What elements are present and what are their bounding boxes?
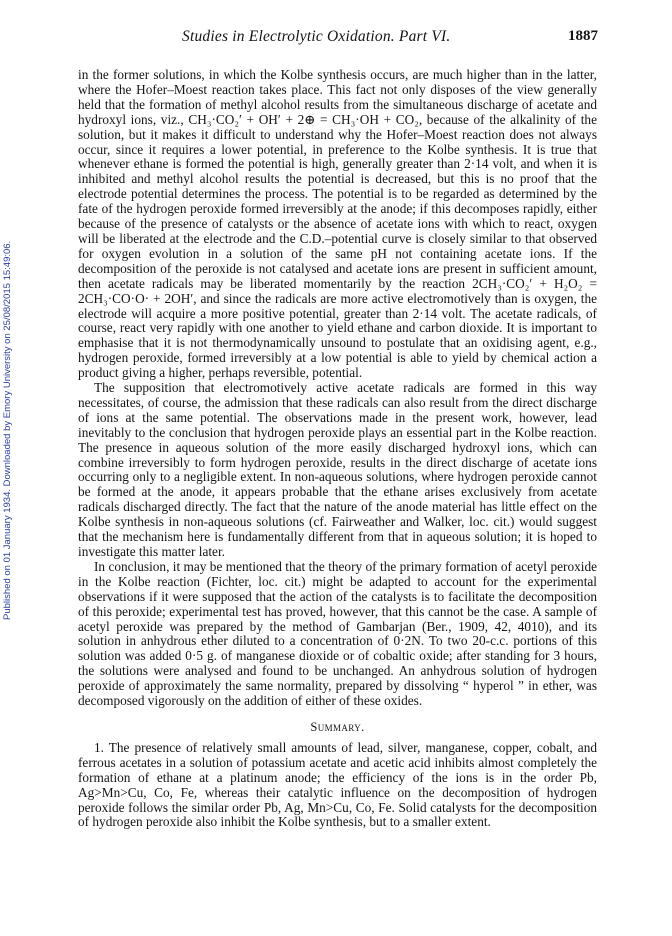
- publication-side-note: [2, 120, 16, 620]
- paragraph-continuation: in the former solutions, in which the Kolbe synthesis occurs, are much higher than in the latter, where the Hofer–Moest reaction takes place. This fact not only disposes of the view generally held that the formation of methyl alcohol results from the simultaneous discharge of acetate and hydroxyl ions, viz., CH₃·CO₂′ + OH′ + 2⊕ = CH₃·OH + CO₂, because of the alkalinity of the solution, but it makes it difficult to understand why the Hofer–Moest reaction does not always occur, since it requires a lower potential, in preference to the Kolbe synthesis. It is true that whenever ethane is formed the potential is high, generally greater than 2·14 volt, and when it is inhibited and methyl alcohol results the potential is decreased, but this is no proof that the electrode potential determines the process. The potential is to be regarded as determined by the fate of the hydrogen peroxide formed irreversibly at the anode; if this decomposes rapidly, either because of the presence of catalysts or the absence of acetate ions with which to react, oxygen will be liberated at the electrode and the C.D.–potential curve is closely similar to that observed for oxygen evolution in a solution of the same pH not containing acetate ions. If the decomposition of the peroxide is not catalysed and acetate ions are present in sufficient amount, then acetate radicals may be liberated momentarily by the reaction 2CH₃·CO₂′ + H₂O₂ = 2CH₃·CO·O· + 2OH′, and since the radicals are more active electromotively than is oxygen, the electrode will acquire a more positive potential, greater than 2·14 volt. The acetate radicals, of course, react very rapidly with one another to yield ethane and carbon dioxide. It is important to emphasise that it is not thermodynamically unsound to postulate that an oxidising agent, e.g., hydrogen peroxide, formed irreversibly at a low potential is able to yield by chemical action a product giving a higher, perhaps reversible, potential.: [78, 67, 597, 381]
- paragraph-conclusion: In conclusion, it may be mentioned that the theory of the primary formation of acetyl peroxide in the Kolbe reaction (Fichter, loc. cit.) might be adapted to account for the experimental observations if it were supposed that the action of the catalysts is to facilitate the decomposition of this peroxide; experimental test has proved, however, that this cannot be the case. A sample of acetyl peroxide was prepared by the method of Gambarjan (Ber., 1909, 42, 4010), and its solution in anhydrous ether diluted to a concentration of 0·2N. To two 20-c.c. portions of this solution was added 0·5 g. of manganese dioxide or of cobaltic oxide; after standing for 3 hours, the solutions were analysed and found to be unchanged. An anhydrous solution of hydrogen peroxide of approximately the same normality, prepared by dissolving “ hyperol ” in ether, was decomposed vigorously on the addition of either of these oxides.: [78, 558, 597, 709]
- paragraph-supposition: The supposition that electromotively active acetate radicals are formed in this way necessitates, of course, the admission that these radicals can also result from the direct discharge of ions at the same potential. The observations made in the present work, however, lead inevitably to the conclusion that hydrogen peroxide plays an essential part in the Kolbe reaction. The presence in aqueous solution of the more easily discharged hydroxyl ions, which can combine irreversibly to form hydrogen peroxide, results in the direct discharge of acetate ions occurring only to a negligible extent. In non-aqueous solutions, where hydrogen peroxide cannot be formed at the anode, it appears probable that the ethane arises exclusively from acetate radicals discharged directly. The fact that the nature of the anode material has little effect on the Kolbe synthesis in non-aqueous solutions (cf. Fairweather and Walker, loc. cit.) would suggest that the mechanism here is fundamentally different from that in aqueous solution; it is hoped to investigate this matter later.: [78, 380, 597, 559]
- running-title: Studies in Electrolytic Oxidation. Part VI.: [182, 28, 451, 45]
- summary-heading: Summary.: [310, 719, 365, 734]
- page-header: [78, 28, 598, 50]
- summary-paragraph: 1. The presence of relatively small amounts of lead, silver, manganese, copper, cobalt, and ferrous acetates in a solution of potassium acetate and acetic acid inhibits almost completely the formation of ethane at a platinum anode; the efficiency of the ions is in the order Pb, Ag>Mn>Cu, Co, Fe, whereas their catalytic influence on the decomposition of hydrogen peroxide follows the similar order Pb, Ag, Mn>Cu, Co, Fe. Solid catalysts for the decomposition of hydrogen peroxide also inhibit the Kolbe synthesis, but to a smaller extent.: [78, 739, 597, 830]
- page-number: 1887: [568, 28, 598, 44]
- publication-side-note-text[interactable]: Published on 01 January 1934. Downloaded by Emory University on 25/08/2015 15:49:06.: [2, 240, 13, 620]
- article-body: [78, 68, 597, 830]
